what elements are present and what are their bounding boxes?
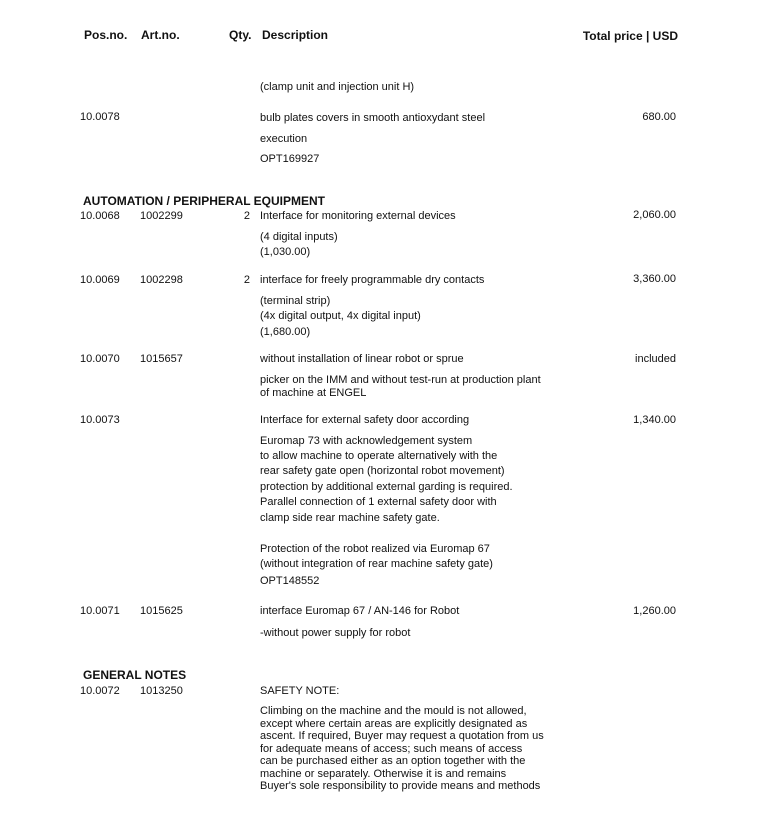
description-line: to allow machine to operate alternatively with the bbox=[260, 450, 498, 462]
description-line: clamp side rear machine safety gate. bbox=[260, 512, 440, 524]
description-line: machine or separately. Otherwise it is and remains bbox=[260, 767, 507, 780]
description-line: protection by additional external garding is required. bbox=[260, 481, 513, 493]
description-line: rear safety gate open (horizontal robot movement) bbox=[260, 465, 505, 477]
art-number: 1015625 bbox=[140, 605, 183, 617]
total-price: 1,340.00 bbox=[633, 414, 676, 426]
description-line: Interface for external safety door according bbox=[260, 414, 470, 426]
description-line: Euromap 73 with acknowledgement system bbox=[260, 435, 473, 447]
pos-number: 10.0072 bbox=[80, 685, 120, 697]
safety-note-heading: SAFETY NOTE: bbox=[260, 685, 340, 697]
art-number: 1002298 bbox=[140, 274, 183, 286]
description-line: Interface for monitoring external devices bbox=[260, 210, 456, 222]
art-number: 1013250 bbox=[140, 685, 183, 697]
description-line: without installation of linear robot or sprue bbox=[260, 353, 464, 365]
description-line: for adequate means of access; such means of access bbox=[260, 742, 523, 755]
description-line: (without integration of rear machine safety gate) bbox=[260, 558, 493, 570]
section-heading-automation: AUTOMATION / PERIPHERAL EQUIPMENT bbox=[83, 194, 326, 208]
col-header-pos: Pos.no. bbox=[84, 28, 128, 42]
description-line: (1,030.00) bbox=[260, 246, 311, 258]
pos-number: 10.0078 bbox=[80, 111, 120, 123]
total-price: 2,060.00 bbox=[633, 209, 676, 221]
total-price: included bbox=[635, 353, 676, 365]
description-line: OPT169927 bbox=[260, 153, 320, 165]
description-line: (4 digital inputs) bbox=[260, 231, 338, 243]
description-line: (terminal strip) bbox=[260, 295, 331, 307]
description-line: OPT148552 bbox=[260, 575, 320, 587]
quantity: 2 bbox=[243, 274, 250, 286]
total-price: 1,260.00 bbox=[633, 605, 676, 617]
description-line: execution bbox=[260, 133, 308, 145]
description-line: (4x digital output, 4x digital input) bbox=[260, 310, 421, 322]
total-price: 3,360.00 bbox=[633, 273, 676, 285]
safety-note-text bbox=[260, 705, 560, 793]
description-line: Parallel connection of 1 external safety door with bbox=[260, 496, 497, 508]
section-heading-general-notes: GENERAL NOTES bbox=[83, 668, 187, 682]
col-header-description: Description bbox=[262, 28, 329, 42]
description-line: Buyer's sole responsibility to provide means and methods bbox=[260, 780, 541, 792]
pos-number: 10.0073 bbox=[80, 414, 120, 426]
pos-number: 10.0071 bbox=[80, 605, 120, 617]
description-line: ascent. If required, Buyer may request a quotation from us bbox=[260, 730, 544, 742]
art-number: 1015657 bbox=[140, 353, 183, 365]
description-line: picker on the IMM and without test-run at production plant bbox=[260, 374, 541, 386]
description-line: bulb plates covers in smooth antioxydant steel bbox=[260, 112, 486, 124]
description-line: of machine at ENGEL bbox=[260, 387, 367, 399]
description-line: (1,680.00) bbox=[260, 326, 311, 338]
quantity: 2 bbox=[243, 210, 250, 222]
col-header-total-price: Total price | USD bbox=[582, 29, 678, 43]
pos-number: 10.0068 bbox=[80, 210, 120, 222]
description-line: Climbing on the machine and the mould is not allowed, bbox=[260, 705, 527, 717]
art-number: 1002299 bbox=[140, 210, 183, 222]
description-line: -without power supply for robot bbox=[260, 627, 411, 639]
total-price: 680.00 bbox=[642, 111, 676, 123]
description-line: interface Euromap 67 / AN-146 for Robot bbox=[260, 605, 460, 617]
col-header-art: Art.no. bbox=[141, 28, 180, 42]
description-line: can be purchased either as an option together with the bbox=[260, 755, 526, 767]
col-header-qty: Qty. bbox=[229, 28, 252, 42]
description-line: except where certain areas are explicitly designated as bbox=[260, 717, 528, 730]
description-line: interface for freely programmable dry contacts bbox=[260, 274, 485, 286]
pos-number: 10.0069 bbox=[80, 274, 120, 286]
continuation-line: (clamp unit and injection unit H) bbox=[260, 81, 415, 93]
pos-number: 10.0070 bbox=[80, 353, 120, 365]
description-line: Protection of the robot realized via Euromap 67 bbox=[260, 543, 490, 555]
